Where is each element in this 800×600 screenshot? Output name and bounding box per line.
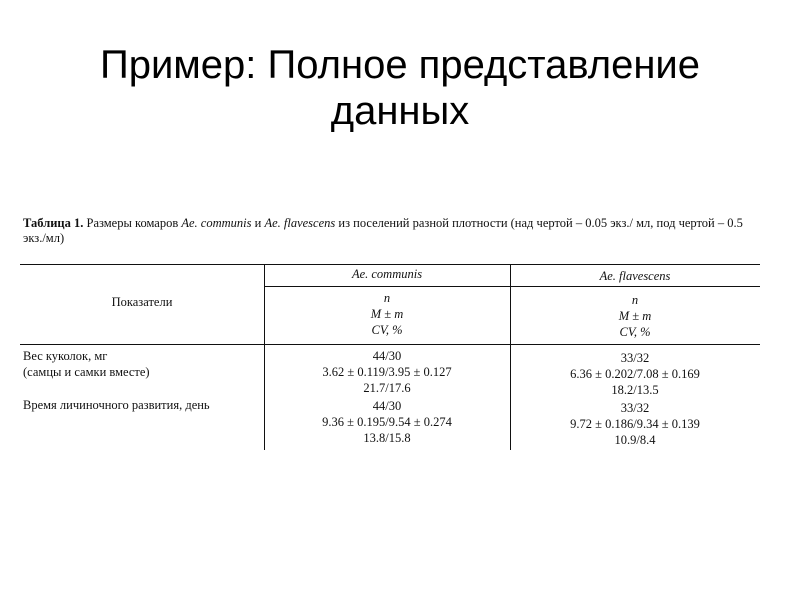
- cell-n: 33/32: [620, 401, 650, 415]
- table-caption: [23, 216, 765, 246]
- caption-text-b: из поселений разной плотности (над чертой – 0.05 экз./ мл, под чертой – 0.5 экз./мл): [23, 216, 743, 245]
- header-species-flavescens: Ae. flavescens: [599, 269, 671, 283]
- caption-species2: Ae. flavescens: [264, 216, 336, 230]
- table-cell-communis: [264, 348, 510, 396]
- caption-and: и: [251, 216, 265, 230]
- row-label-line1: Вес куколок, мг: [23, 349, 108, 363]
- stat-n: n: [631, 293, 639, 307]
- header-indicators: Показатели: [111, 295, 173, 309]
- caption-text-a: Размеры комаров: [83, 216, 182, 230]
- species-header-rule: [264, 286, 760, 287]
- cell-mean: 9.36 ± 0.195/9.54 ± 0.274: [322, 415, 452, 429]
- stat-m: M ± m: [370, 307, 404, 321]
- cell-mean: 6.36 ± 0.202/7.08 ± 0.169: [570, 367, 700, 381]
- slide-title-line1: Пример: Полное представление: [99, 43, 701, 87]
- cell-cv: 13.8/15.8: [363, 431, 411, 445]
- table-cell-flavescens: [510, 350, 760, 398]
- cell-n: 44/30: [372, 349, 402, 363]
- row-label-line2: (самцы и самки вместе): [23, 365, 150, 379]
- caption-species1: Ae. communis: [181, 216, 252, 230]
- cell-mean: 3.62 ± 0.119/3.95 ± 0.127: [322, 365, 452, 379]
- scanned-table: [20, 216, 765, 452]
- table-row-label: [23, 348, 263, 380]
- cell-n: 44/30: [372, 399, 402, 413]
- cell-cv: 18.2/13.5: [611, 383, 659, 397]
- slide-title: [40, 42, 760, 134]
- table-cell-flavescens: [510, 400, 760, 448]
- cell-cv: 10.9/8.4: [614, 433, 656, 447]
- cell-n: 33/32: [620, 351, 650, 365]
- stat-cv: CV, %: [619, 325, 651, 339]
- header-bottom-rule: [20, 344, 760, 345]
- stat-header-flavescens: [510, 292, 760, 340]
- table-top-rule: [20, 264, 760, 265]
- cell-mean: 9.72 ± 0.186/9.34 ± 0.139: [570, 417, 700, 431]
- header-species-communis: Ae. communis: [351, 267, 423, 281]
- slide-title-line2: данных: [330, 89, 470, 133]
- stat-header-communis: [264, 290, 510, 338]
- stat-cv: CV, %: [371, 323, 403, 337]
- table-cell-communis: [264, 398, 510, 446]
- stat-n: n: [383, 291, 391, 305]
- stat-m: M ± m: [618, 309, 652, 323]
- cell-cv: 21.7/17.6: [363, 381, 411, 395]
- table-row-label: [23, 397, 263, 413]
- caption-label: Таблица 1.: [23, 216, 84, 230]
- row-label-line1: Время личиночного развития, день: [23, 398, 210, 412]
